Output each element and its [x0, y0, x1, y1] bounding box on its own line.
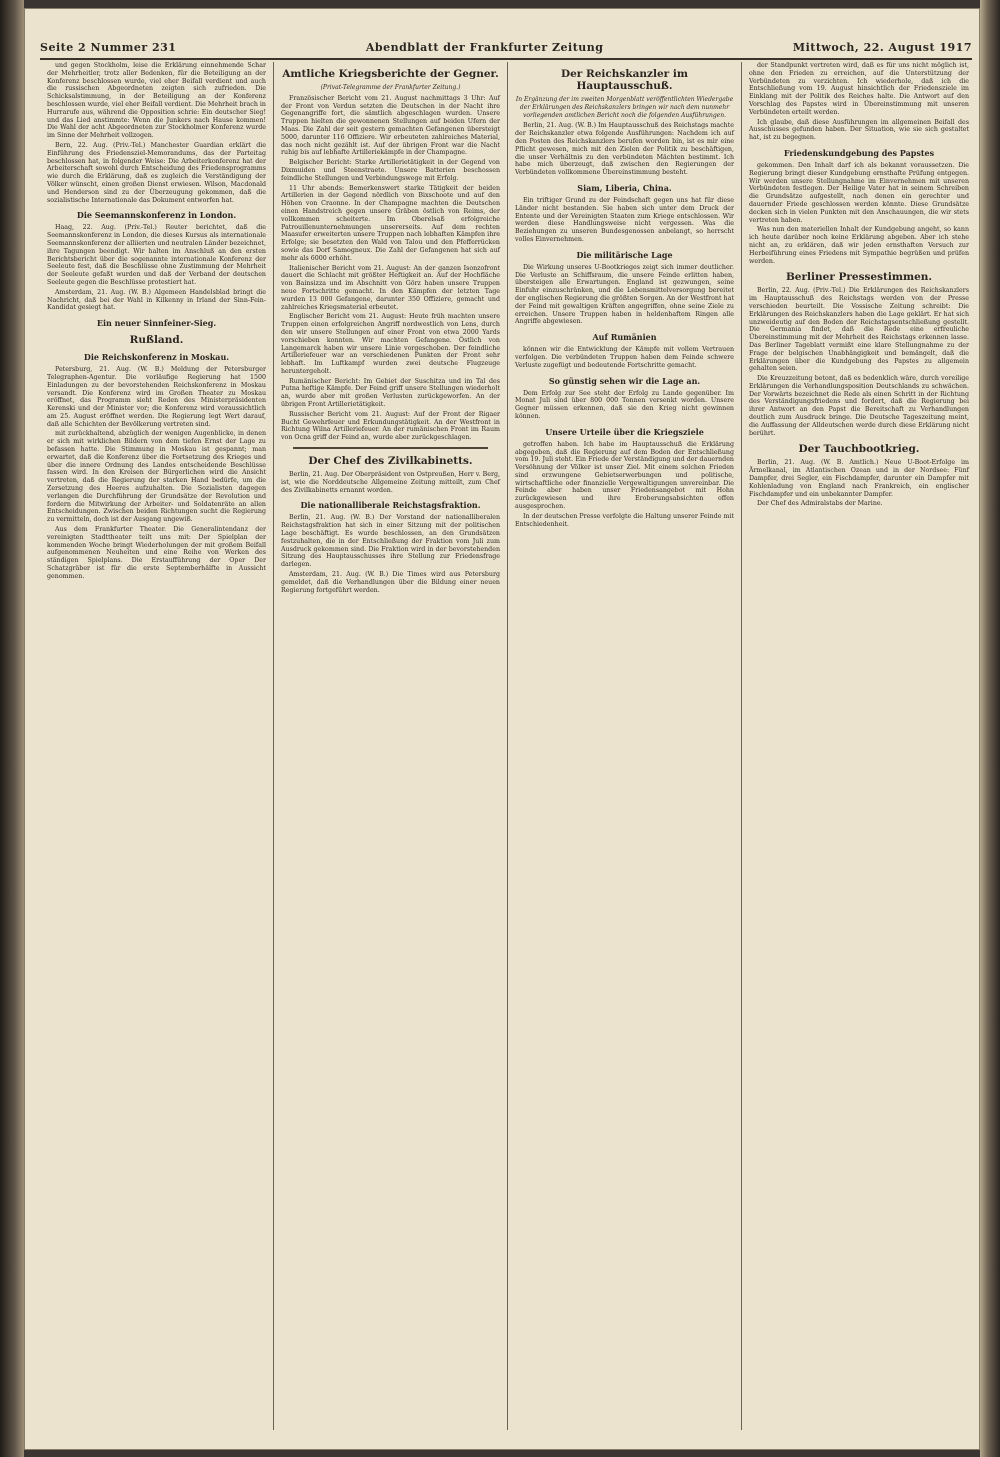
page-edge: [980, 0, 1000, 1457]
article-subheading: Die Reichskonferenz in Moskau.: [83, 352, 230, 363]
article-paragraph: Englischer Bericht vom 21. August: Heute früh machten unsere Truppen einen erfolgreichen Angriff nordwestlich von Lens, durch den wir unsere Stellungen auf einer Front von etwa 2000 Yards vorschieben konnten. Wir machten Gefangene. Östlich von Langemarck haben wir unsere Linie vorgeschoben. Der feindliche Artilleriefeuer war an verschiedenen Punkten der Front sehr lebhaft. Im Luftkampf wurden zwei deutsche Flugzeuge heruntergeholt.: [281, 313, 500, 375]
article-headline: Berliner Pressestimmen.: [785, 271, 933, 284]
header-rule: [40, 58, 972, 60]
article-paragraph: Petersburg, 21. Aug. (W. B.) Meldung der Petersburger Telegraphen-Agentur. Die vorläufige Regierung hat 1500 Einladungen zu der bevorstehenden Reichskonferenz in Moskau versandt. Die Konferenz wird im Großen Theater zu Moskau eröffnet, das Programm sieht Reden des Ministerpräsidenten Kerenski und der Minister vor; die Konferenz wird voraussichtlich am 25. August eröffnet werden. Die Regierung legt Wert darauf, daß alle Schichten der Bevölkerung vertreten sind.: [47, 366, 266, 428]
article-paragraph: Rumänischer Bericht: Im Gebiet der Suschitza und im Tal des Putna heftige Kämpfe. Der Feind griff unsere Stellungen wiederholt an, wurde aber mit großen Verlusten zurückgeworfen. An der übrigen Front Artillerietätigkeit.: [281, 377, 500, 409]
article-paragraph: Italienischer Bericht vom 21. August: An der ganzen Isonzofront dauert die Schlacht mit größter Heftigkeit an. Auf der Hochfläche von Bainsizza und im Abschnitt von Görz haben unsere Truppen neue Fortschritte gemacht. In den Kämpfen der letzten Tage wurden 13 000 Gefangene, darunter 350 Offiziere, gemacht und zahlreiches Kriegsmaterial erbeutet.: [281, 264, 500, 311]
header-page-number: Seite 2 Nummer 231: [40, 40, 177, 54]
article-paragraph: Berlin, 22. Aug. (Priv.-Tel.) Die Erklärungen des Reichskanzlers im Hauptausschuß des Reichstags werden von der Presse verschieden beurteilt. Die Vossische Zeitung schreibt: Die Erklärungen des Reichskanzlers haben die Lage geklärt. Er hat sich unzweideutig auf den Boden der Reichstagsentschließung gestellt. Die Germania findet, daß die Rede eine erfreuliche Übereinstimmung mit der Mehrheit des Reichstags erkennen lasse. Das Berliner Tageblatt vermißt eine klare Stellungnahme zu der Frage der belgischen Unabhängigkeit und bemängelt, daß die Erklärungen über die Kundgebung des Papstes zu allgemein gehalten seien.: [749, 287, 969, 373]
columns: [40, 62, 976, 1430]
article-paragraph: Haag, 22. Aug. (Priv.-Tel.) Reuter berichtet, daß die Seemannskonferenz in London, die dieses Kursus als internationale Seemannskonferenz der alliierten und neutralen Länder bezeichnet, ihre Tagungen beendigt. Wir halten im Anschluß an den ersten Berichtsbericht über die sogenannte internationale Konferenz der Seeleute fest, daß die Beschlüsse ohne Zustimmung der Mehrheit der Seeleute gefaßt wurden und daß der Verband der deutschen Seeleute gegen die Beschlüsse protestiert hat.: [47, 224, 266, 286]
article-paragraph: Belgischer Bericht: Starke Artillerietätigkeit in der Gegend von Dixmuiden und Steenstraete. Unsere Batterien beschossen feindliche Stellungen und Verbindungswege mit Erfolg.: [281, 159, 500, 182]
article-paragraph: Amsterdam, 21. Aug. (W. B.) Algemeen Handelsblad bringt die Nachricht, daß bei der Wahl in Kilkenny in Irland der Sinn-Fein-Kandidat gesiegt hat.: [47, 288, 266, 312]
article-subheading: So günstig sehen wir die Lage an.: [548, 375, 701, 386]
article-subheading: Siam, Liberia, China.: [577, 182, 672, 193]
article-paragraph: Ich glaube, daß diese Ausführungen im allgemeinen Beifall des Ausschusses gefunden haben. Der Situation, wie sie sich gestaltet hat, ist zu begegnen.: [749, 118, 969, 142]
article-paragraph: Berlin, 21. Aug. Der Oberpräsident von Ostpreußen, Herr v. Berg, ist, wie die Norddeutsche Allgemeine Zeitung mitteilt, zum Chef des Zivilkabinetts ernannt worden.: [281, 471, 500, 494]
article-subheading: Die nationalliberale Reichstagsfraktion.: [300, 500, 481, 511]
article-paragraph: Dem Erfolg zur See steht der Erfolg zu Lande gegenüber. Im Monat Juli sind über 800 000 Tonnen versenkt worden. Unsere Gegner müssen erkennen, daß sie den Krieg nicht gewinnen können.: [515, 389, 734, 420]
article-paragraph: der Standpunkt vertreten wird, daß es für uns nicht möglich ist, ohne den Frieden zu erreichen, auf die Unterstützung der Verbündeten zu verzichten. Ich wiederhole, daß ich die Entschließung vom 19. August hinsichtlich der Friedensziele im Einklang mit der Politik des Reiches halte. Die Antwort auf den Vorschlag des Papstes wird in Übereinstimmung mit unseren Verbündeten erteilt werden.: [749, 62, 969, 116]
article-paragraph: Russischer Bericht vom 21. August: Auf der Front der Rigaer Bucht Gewehrfeuer und Erkundungstätigkeit. An der Westfront in Richtung Wilna Artilleriefeuer. An der rumänischen Front im Raum von Ocna griff der Feind an, wurde aber zurückgeschlagen.: [281, 410, 500, 442]
article-subheading: Auf Rumänien: [592, 332, 657, 343]
article-paragraph: Der Chef des Admiralstabs der Marine.: [757, 500, 883, 508]
article-subheading: Ein neuer Sinnfeiner-Sieg.: [96, 318, 217, 329]
article-subheading: Unsere Urteile über die Kriegsziele: [545, 426, 704, 437]
article-headline: Der Tauchbootkrieg.: [798, 443, 920, 456]
article-paragraph: Französischer Bericht vom 21. August nachmittags 3 Uhr: Auf der Front von Verdun setzten die Deutschen in der Nacht ihre Gegenangriffe fort, die sämtlich abgeschlagen wurden. Unsere Truppen hielten die gewonnenen Stellungen auf beiden Ufern der Maas. Die Zahl der seit gestern gemachten Gefangenen übersteigt 5000, darunter 116 Offiziere. Wir erbeuteten zahlreiches Material, das noch nicht gezählt ist. Auf der übrigen Front war die Nacht ruhig bis auf lebhafte Artilleriekämpfe in der Champagne.: [281, 94, 500, 157]
column-2: [274, 62, 508, 1430]
article-paragraph: Die Kreuzzeitung betont, daß es bedenklich wäre, durch voreilige Erklärungen die Verhandlungsposition Deutschlands zu schwächen. Der Vorwärts bezeichnet die Rede als einen Schritt in der Richtung des Verständigungsfriedens und fordert, daß die Regierung bei ihrer Antwort an den Papst die Bereitschaft zu Verhandlungen deutlich zum Ausdruck bringe. Die Deutsche Tageszeitung meint, die Auffassung der Alldeutschen werde durch diese Erklärung nicht berührt.: [749, 375, 969, 437]
article-paragraph: und gegen Stockholm, leise die Erklärung einnehmende Schar der Mehrheitler, trotz aller Bedenken, für die Beteiligung an der Konferenz beschlossen wurde, viel eher Beifall verdient und auch die russischen Abgeordneten zeigten sich zufrieden. Die Schicksalstimmung, in der Beteiligung an der Konferenz beschlossen wurde, viel eher Beifall verdient. Die Mehrheit brach in Hurrarufe aus, während die Opposition schrie: Ein deutscher Sieg! und das Lied anstimmte: Wenn die Junkers nach Hause kommen! Die Wahl der acht Abgeordneten zur Stockholmer Konferenz wurde im Sinne der Mehrheit vollzogen.: [47, 62, 266, 140]
article-paragraph: Amsterdam, 21. Aug. (W. B.) Die Times wird aus Petersburg gemeldet, daß die Verhandlungen über die Bildung einer neuen Regierung fortgeführt werden.: [281, 571, 500, 594]
article-dek: (Privat-Telegramme der Frankfurter Zeitung.): [320, 84, 461, 91]
article-paragraph: Bern, 22. Aug. (Priv.-Tel.) Manchester Guardian erklärt die Einführung des Friedensziel-Memorandums, das der Parteitag beschlossen hat, in folgender Weise: Die Arbeiterkonferenz hat der Arbeiterschaft sowohl durch Entscheidung des Friedensprogramms wie durch die Erklärung, daß es zugleich die Verständigung der Völker wünscht, einen großen Dienst erwiesen. Wilson, Macdonald und Henderson sind zu der Überzeugung gekommen, daß die sozialistische Internationale das Dokument entworfen hat.: [47, 141, 266, 204]
column-4: [742, 62, 976, 1430]
article-headline: Der Reichskanzler im Hauptausschuß.: [561, 68, 688, 92]
article-paragraph: gekommen. Den Inhalt darf ich als bekannt voraussetzen. Die Regierung bringt dieser Kundgebung ernsthafte Prüfung entgegen. Wir werden unsere Stellungnahme im Einvernehmen mit unseren Verbündeten festlegen. Der Heilige Vater hat in seinem Schreiben die Grundsätze aufgestellt, nach denen ein gerechter und dauernder Friede geschlossen werden könnte. Diese Grundsätze decken sich in vielen Punkten mit den Anschauungen, die wir stets vertreten haben.: [749, 161, 969, 224]
article-dek: In Ergänzung der im zweiten Morgenblatt veröffentlichten Wiedergabe der Erklärungen des Reichskanzlers bringen wir nach dem nunmehr vorliegenden amtlichen Bericht noch die folgenden Ausführungen.: [515, 96, 734, 119]
article-paragraph: Aus dem Frankfurter Theater. Die Generalintendanz der vereinigten Stadttheater teilt uns mit: Der Spielplan der kommenden Woche bringt Wiederholungen der mit großem Beifall aufgenommenen Neuheiten und eine Reihe von Werken des ständigen Spielplans. Die Erstaufführung der Oper Der Schatzgräber ist für die erste Septemberhälfte in Aussicht genommen.: [47, 526, 266, 580]
article-paragraph: Berlin, 21. Aug. (W. B. Amtlich.) Neue U-Boot-Erfolge im Ärmelkanal, im Atlantischen Ozean und in der Nordsee: Fünf Dampfer, drei Segler, ein Fischdampfer, darunter ein Dampfer mit Kohlenladung von England nach Frankreich, ein englischer Fischdampfer und ein unbekannter Dampfer.: [749, 459, 969, 498]
article-subheading: Die Seemannskonferenz in London.: [76, 210, 237, 221]
header-date: Mittwoch, 22. August 1917: [792, 40, 972, 54]
article-paragraph: können wir die Entwicklung der Kämpfe mit vollem Vertrauen verfolgen. Die verbündeten Truppen haben dem Feinde schwere Verluste zugefügt und bedeutende Fortschritte gemacht.: [515, 346, 734, 369]
newspaper-page: [24, 8, 980, 1450]
article-paragraph: Die Wirkung unseres U-Bootkrieges zeigt sich immer deutlicher. Die Verluste an Schiffsraum, die unsere Feinde erlitten haben, übersteigen alle Erwartungen. England ist gezwungen, seine Einfuhr einzuschränken, und die Lebensmittelversorgung bereitet der englischen Regierung die größten Sorgen. An der Westfront hat der Feind mit gewaltigen Kräften angegriffen, ohne seine Ziele zu erreichen. Unsere Truppen haben in heldenhaftem Ringen alle Angriffe abgewiesen.: [515, 263, 734, 326]
separator-rule: [293, 447, 488, 449]
article-paragraph: Ein triftiger Grund zu der Feindschaft gegen uns hat für diese Länder nicht bestanden. Sie haben sich unter dem Druck der Entente und der Vereinigten Staaten zum Kriege entschlossen. Wir werden diese Handlungsweise nicht vergessen. Was die Beziehungen zu unseren Bundesgenossen anbelangt, so herrscht volles Einvernehmen.: [515, 196, 734, 243]
page-header: [40, 38, 972, 56]
article-paragraph: Was nun den materiellen Inhalt der Kundgebung angeht, so kann ich heute darüber noch keine Erklärung abgeben. Aber ich stehe nicht an, zu erklären, daß wir jeden ernsthaften Versuch zur Herbeiführung eines Friedens mit Sympathie begrüßen und prüfen werden.: [749, 226, 969, 265]
article-paragraph: Berlin, 21. Aug. (W. B.) Im Hauptausschuß des Reichstags machte der Reichskanzler etwa folgende Ausführungen: Nachdem ich auf den Posten des Reichskanzlers berufen worden bin, ist es mir eine Pflicht gewesen, mich mit den Zielen der Politik zu beschäftigen, die unser Verhältnis zu den verbündeten Mächten bestimmt. Ich habe mich überzeugt, daß zwischen den Regierungen der Verbündeten vollkommene Übereinstimmung besteht.: [515, 122, 734, 177]
column-1: [40, 62, 274, 1430]
article-paragraph: Berlin, 21. Aug. (W. B.) Der Vorstand der nationalliberalen Reichstagsfraktion hat sich in einer Sitzung mit der politischen Lage beschäftigt. Es wurde beschlossen, an den Grundsätzen festzuhalten, die in der Entschließung der Fraktion vom Juli zum Ausdruck gekommen sind. Die Fraktion wird in der bevorstehenden Sitzung des Hauptausschusses ihre Stellung zur Friedensfrage darlegen.: [281, 514, 500, 569]
article-headline: Amtliche Kriegsberichte der Gegner.: [282, 68, 499, 80]
book-binding: [0, 0, 24, 1457]
column-3: [508, 62, 742, 1430]
header-masthead: Abendblatt der Frankfurter Zeitung: [365, 40, 604, 54]
article-subheading: Die militärische Lage: [576, 249, 673, 260]
article-headline: Der Chef des Zivilkabinetts.: [308, 455, 473, 468]
article-headline: Rußland.: [129, 334, 184, 347]
article-paragraph: 11 Uhr abends: Bemerkenswert starke Tätigkeit der beiden Artillerien in der Gegend nördlich von Bixschoote und auf den Höhen von Craonne. In der Champagne machten die Deutschen einen Handstreich gegen unsere Gräben östlich von Reims, der vollkommen scheiterte. Im Oberelsaß erfolgreiche Patrouillenunternehmungen unsererseits. Auf dem rechten Maasufer erweiterten unsere Truppen nach lebhaften Kämpfen ihre Erfolge; sie besetzten den Wald von Talou und den Pfefferrücken sowie das Dorf Samogneux. Die Zahl der Gefangenen hat sich auf mehr als 6000 erhöht.: [281, 184, 500, 262]
article-subheading: Friedenskundgebung des Papstes: [783, 147, 935, 158]
article-paragraph: getroffen haben. Ich habe im Hauptausschuß die Erklärung abgegeben, daß die Regierung auf dem Boden der Entschließung vom 19. Juli steht. Ein Friede der Verständigung und der dauernden Versöhnung der Völker ist unser Ziel. Mit einem solchen Frieden sind erzwungene Gebietserwerbungen und politische, wirtschaftliche oder finanzielle Vergewaltigungen unvereinbar. Die Feinde aber haben unser Friedensangebot mit Hohn zurückgewiesen und ihre Eroberungsabsichten offen ausgesprochen.: [515, 440, 734, 511]
article-paragraph: mit zurückhaltend, abzüglich der wenigen Augenblicke, in denen er sich mit wirklichen Bildern von dem tiefen Ernst der Lage zu befassen hatte. Die Stimmung in Moskau ist gespannt; man erwartet, daß die Konferenz über die Fortsetzung des Krieges und über die innere Ordnung des Landes entscheidende Beschlüsse fassen wird. In den Kreisen der Bürgerlichen wird die Ansicht vertreten, daß die Regierung der starken Hand bedürfe, um die Zersetzung des Heeres aufzuhalten. Die Sozialisten dagegen verlangen die Durchführung der Grundsätze der Revolution und fordern die Mitwirkung der Arbeiter- und Soldatenräte an allen Entscheidungen. Zwischen beiden Richtungen sucht die Regierung zu vermitteln, doch ist der Ausgang ungewiß.: [47, 430, 266, 524]
article-paragraph: In der deutschen Presse verfolgte die Haltung unserer Feinde mit Entschiedenheit.: [515, 512, 734, 528]
